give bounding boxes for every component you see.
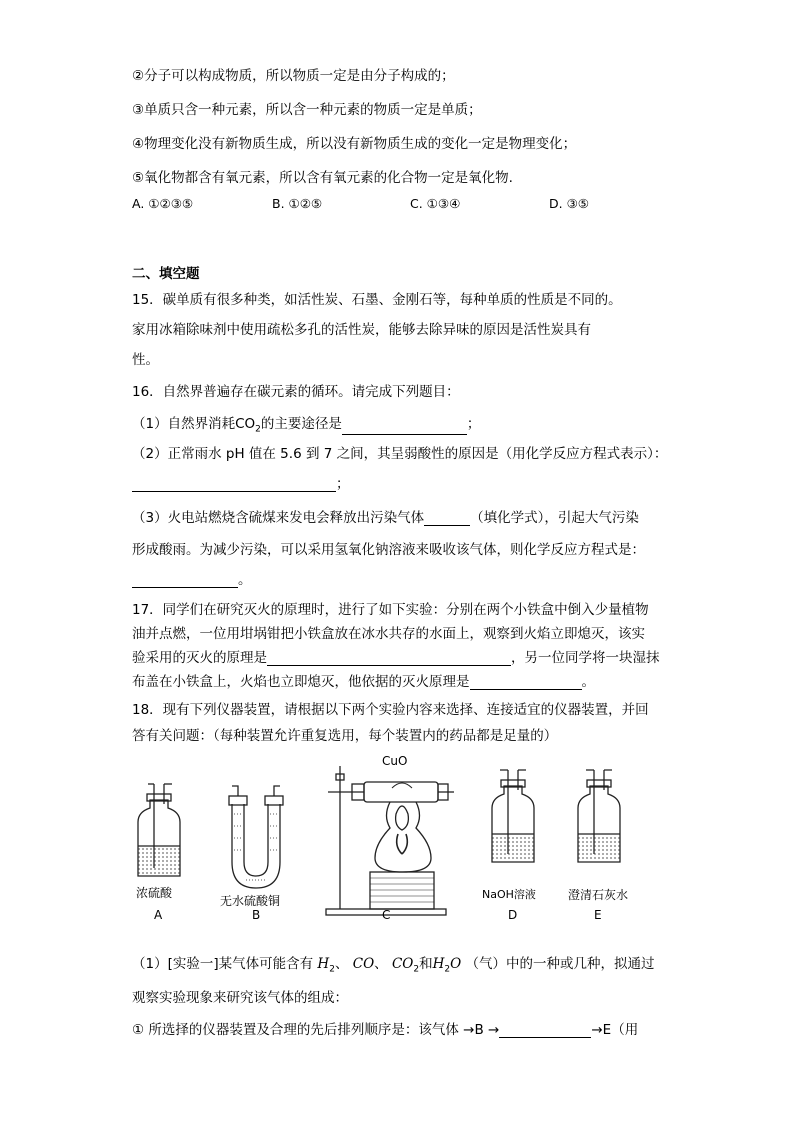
letter-e: E [594, 908, 602, 922]
q16-part-1: （1）自然界消耗$CO_2$的主要途径是 ； [132, 416, 481, 435]
q18-part-1-line-3: ① 所选择的仪器装置及合理的先后排列顺序是：该气体 →B → →E（用 [132, 1022, 639, 1038]
answer-blank[interactable] [424, 511, 470, 526]
q14-statement-3: ③单质只含一种元素，所以含一种元素的物质一定是单质； [132, 102, 482, 118]
label-naoh-solution: NaOH溶液 [482, 888, 536, 901]
q16-part-2: （2）正常雨水 pH 值在 5.6 到 7 之间，其呈弱酸性的原因是（用化学反应方程式表示）： [132, 446, 668, 462]
heating-apparatus-c-icon [326, 766, 454, 915]
q16-part-2-answer: ； [132, 472, 350, 492]
letter-b: B [252, 908, 261, 922]
letter-a: A [154, 908, 163, 922]
q18-line-1: 18．现有下列仪器装置，请根据以下两个实验内容来选择、连接适宜的仪器装置，并回 [132, 702, 649, 718]
q14-statement-5: ⑤氧化物都含有氧元素，所以含有氧元素的化合物一定是氧化物. [132, 170, 513, 186]
wash-bottle-d-icon [492, 770, 534, 862]
q14-option-b: B. ①②⑤ [272, 196, 323, 211]
label-limewater: 澄清石灰水 [568, 888, 629, 902]
apparatus-figure [128, 754, 668, 924]
label-anhydrous-copper-sulfate: 无水硫酸铜 [220, 894, 281, 908]
answer-blank[interactable] [132, 477, 336, 492]
answer-blank[interactable] [470, 675, 582, 690]
q14-option-c: C. ①③④ [410, 196, 461, 211]
q16-part-3-answer: 。 [132, 568, 252, 588]
u-tube-b-icon [229, 786, 283, 888]
q16-stem: 16．自然界普遍存在碳元素的循环。请完成下列题目： [132, 384, 460, 400]
q14-statement-4: ④物理变化没有新物质生成，所以没有新物质生成的变化一定是物理变化； [132, 136, 577, 152]
cuo-label: CuO [382, 754, 408, 768]
q15-line-2: 家用冰箱除味剂中使用疏松多孔的活性炭，能够去除异味的原因是活性炭具有 [132, 322, 591, 338]
q14-option-d: D. ③⑤ [549, 196, 589, 211]
q16-part-3: （3）火电站燃烧含硫煤来发电会释放出污染气体 （填化学式），引起大气污染 [132, 510, 639, 526]
q15-line-3: 性。 [132, 352, 159, 368]
wash-bottle-a-icon [138, 784, 180, 876]
q17-line-1: 17．同学们在研究灭火的原理时，进行了如下实验：分别在两个小铁盒中倒入少量植物 [132, 602, 649, 618]
section-heading: 二、填空题 [132, 266, 200, 282]
answer-blank[interactable] [342, 420, 467, 435]
wash-bottle-e-icon [578, 770, 620, 862]
q17-line-3: 验采用的灭火的原理是 ，另一位同学将一块湿抹 [132, 650, 660, 666]
q16-part-3-line-2: 形成酸雨。为减少污染，可以采用氢氧化钠溶液来吸收该气体，则化学反应方程式是： [132, 542, 645, 558]
q18-part-1-line-2: 观察实验现象来研究该气体的组成： [132, 990, 348, 1006]
letter-c: C [382, 908, 391, 922]
answer-blank[interactable] [132, 573, 238, 588]
q14-option-a: A. ①②③⑤ [132, 196, 194, 211]
answer-blank[interactable] [267, 651, 511, 666]
letter-d: D [508, 908, 518, 922]
q17-line-4: 布盖在小铁盒上，火焰也立即熄灭，他依据的灭火原理是 。 [132, 674, 595, 690]
label-conc-sulfuric-acid: 浓硫酸 [136, 886, 173, 900]
q18-part-1: （1）[实验一]某气体可能含有 $H_2$、 CO、 $CO_2$和$H_2O$ （气）中的一种或几种，拟通过 [132, 956, 655, 975]
q14-statement-2: ②分子可以构成物质，所以物质一定是由分子构成的； [132, 68, 455, 84]
q17-line-2: 油并点燃，一位用坩埚钳把小铁盒放在冰水共存的水面上，观察到火焰立即熄灭，该实 [132, 626, 645, 642]
q18-line-2: 答有关问题：（每种装置允许重复选用，每个装置内的药品都是足量的） [132, 728, 558, 744]
q15-line-1: 15．碳单质有很多种类，如活性炭、石墨、金刚石等，每种单质的性质是不同的。 [132, 292, 622, 308]
answer-blank[interactable] [499, 1023, 591, 1038]
